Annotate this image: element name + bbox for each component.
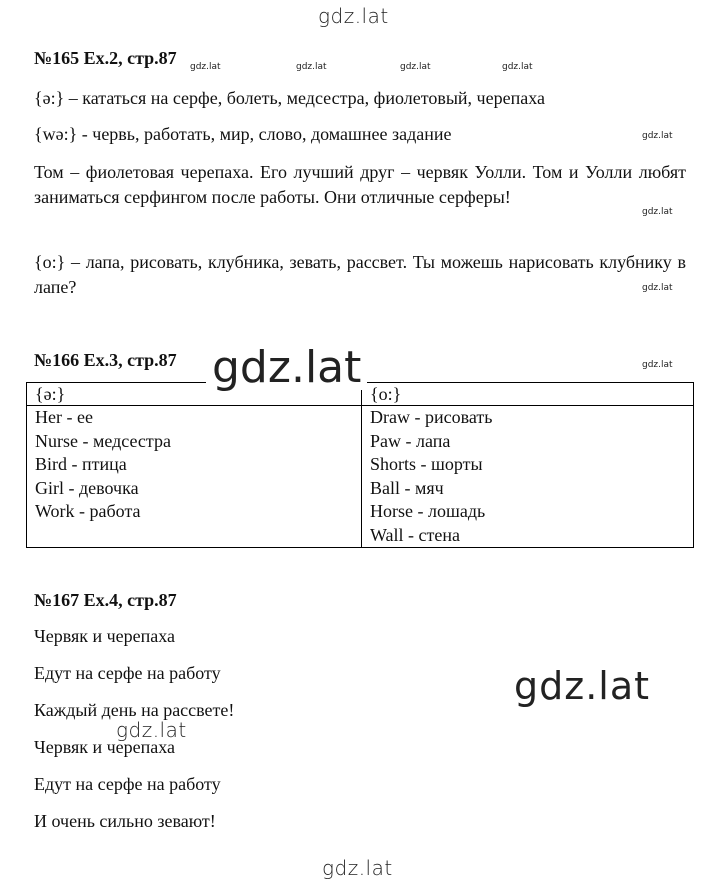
watermark-top: gdz.lat [318, 4, 389, 28]
watermark-small: gdz.lat [642, 360, 673, 370]
watermark-medium: gdz.lat [116, 718, 187, 742]
table-header-right: {o:} [362, 383, 694, 406]
watermark-small: gdz.lat [642, 207, 673, 217]
story-paragraph: Том – фиолетовая черепаха. Его лучший друг – червяк Уолли. Том и Уолли любят заниматься серфингом после работы. Они отличные серферы! [34, 162, 686, 207]
table-column-left [27, 406, 362, 548]
poem-line: Едут на серфе на работу [34, 774, 221, 794]
watermark-small: gdz.lat [642, 131, 673, 141]
phonetic-paragraph: {o:} – лапа, рисовать, клубника, зевать, рассвет. Ты можешь нарисовать клубнику в лапе? [34, 252, 686, 297]
word-pair: Nurse - медсестра [35, 430, 171, 451]
word-pair: Bird - птица [35, 454, 127, 474]
watermark-small: gdz.lat [296, 62, 327, 72]
poem-line: Червяк и черепаха [34, 626, 176, 646]
poem-line: Каждый день на рассвете! [34, 700, 235, 720]
word-pair: Work - работа [35, 501, 141, 521]
watermark-small: gdz.lat [642, 283, 673, 293]
section-167-heading: №167 Ex.4, стр.87 [34, 590, 177, 610]
watermark-large: gdz.lat [206, 346, 367, 390]
watermark-small: gdz.lat [502, 62, 533, 72]
word-pair: Shorts - шорты [370, 454, 483, 474]
word-pair: Wall - стена [370, 524, 460, 545]
phonetic-line: {wə:} - червь, работать, мир, слово, домашнее задание [34, 124, 452, 144]
poem-line: И очень сильно зевают! [34, 811, 216, 831]
phonetic-line: {ə:} – кататься на серфе, болеть, медсестра, фиолетовый, черепаха [34, 88, 545, 108]
table-column-right [362, 406, 694, 548]
table-header-left: {ə:} [27, 383, 362, 406]
watermark-small: gdz.lat [400, 62, 431, 72]
watermark-large: gdz.lat [514, 664, 651, 708]
word-pair: Draw - рисовать [370, 407, 493, 427]
section-165-heading: №165 Ex.2, стр.87 [34, 48, 177, 68]
word-pair: Her - ее [35, 407, 93, 427]
poem-line: Червяк и черепаха [34, 737, 176, 757]
word-pair: Horse - лошадь [370, 501, 486, 521]
word-pair: Paw - лапа [370, 430, 451, 451]
watermark-small: gdz.lat [190, 62, 221, 72]
watermark-bottom: gdz.lat [322, 856, 393, 880]
word-pair: Ball - мяч [370, 477, 444, 498]
word-pair: Girl - девочка [35, 477, 139, 498]
phonetics-table [26, 382, 694, 548]
poem-line: Едут на серфе на работу [34, 663, 221, 683]
section-166-heading: №166 Ex.3, стр.87 [34, 350, 177, 370]
